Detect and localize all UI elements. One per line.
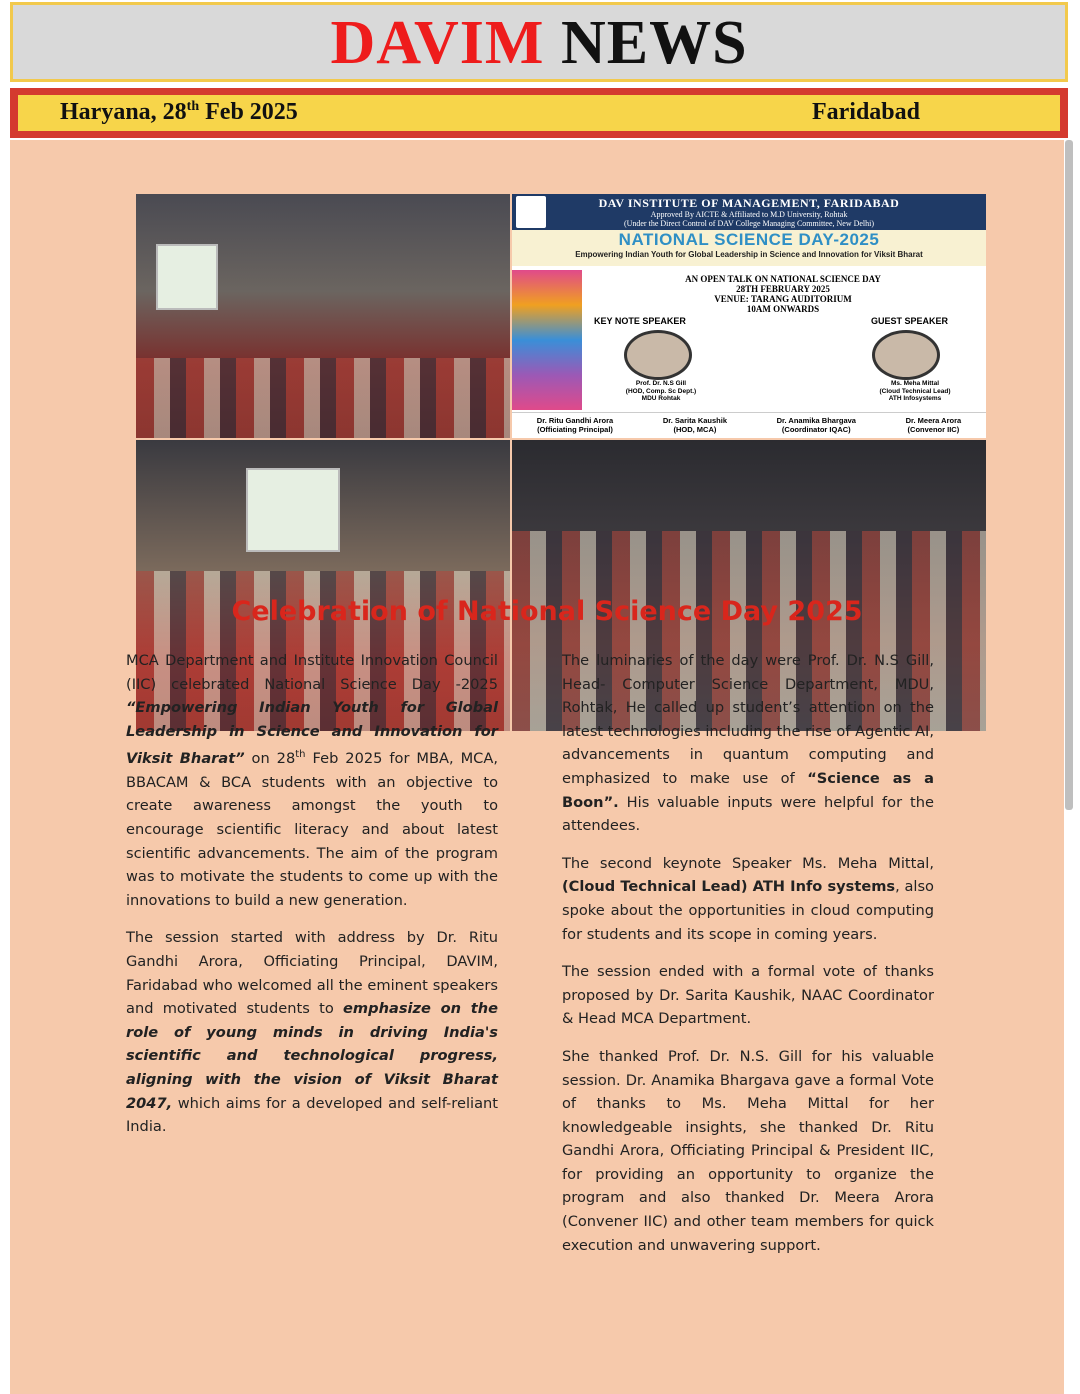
event-poster: [512, 194, 986, 438]
poster-talk-line4: 10AM ONWARDS: [746, 304, 820, 314]
poster-event-title: NATIONAL SCIENCE DAY-2025: [618, 230, 880, 249]
institute-logo-icon: [516, 196, 546, 228]
keynote-credit: Prof. Dr. N.S Gill (HOD, Comp. Sc Dept.) MDU Rohtak: [625, 380, 697, 402]
paragraph: The luminaries of the day were Prof. Dr. N.S Gill, Head- Computer Science Department, MDU, Rohtak, He called up student’s attention on the latest technologies including the rise of Agentic AI, advancements in quantum computing and emphasized to make use of “Science as a Boon”. His valuable inputs were helpful for the attendees.: [562, 652, 934, 835]
poster-talk-line2: 28TH FEBRUARY 2025: [736, 284, 830, 294]
poster-talk-line3: VENUE: TARANG AUDITORIUM: [714, 294, 852, 304]
keynote-label: KEY NOTE SPEAKER: [594, 316, 686, 326]
paragraph: The second keynote Speaker Ms. Meha Mittal, (Cloud Technical Lead) ATH Info systems, also spoke about the opportunities in cloud computing for students and its scope in coming years.: [562, 854, 934, 943]
poster-footer: [512, 412, 986, 438]
paragraph: The session ended with a formal vote of thanks proposed by Dr. Sarita Kaushik, NAAC Coordinator & Head MCA Department.: [562, 963, 934, 1028]
title-news: NEWS: [560, 9, 748, 77]
paragraph: The session started with address by Dr. Ritu Gandhi Arora, Officiating Principal, DAVIM, Faridabad who welcomed all the eminent speakers and motivated students to emphasize on the role of young minds in driving India's scientific and technological progress, aligning with the vision of Viksit Bharat 2047, which aims for a developed and self-reliant India.: [126, 929, 498, 1136]
dateline-date: Haryana, 28th Feb 2025: [60, 99, 298, 125]
footer-person: Dr. Ritu Gandhi Arora (Officiating Principal): [536, 416, 614, 434]
dateline-bar: [10, 88, 1068, 138]
auditorium-photo: [136, 194, 510, 438]
poster-talk-line1: AN OPEN TALK ON NATIONAL SCIENCE DAY: [685, 274, 881, 284]
science-art-icon: [512, 270, 582, 410]
article-headline: Celebration of National Science Day 2025: [231, 596, 863, 627]
dateline-city: Faridabad: [811, 99, 920, 125]
article-column-left: [126, 649, 498, 1153]
title-davim: DAVIM: [330, 9, 545, 77]
guest-label: GUEST SPEAKER: [870, 316, 948, 326]
guest-avatar: [872, 330, 940, 380]
newspaper-title: [13, 5, 1065, 81]
keynote-avatar: [624, 330, 692, 380]
guest-credit: Ms. Meha Mittal (Cloud Technical Lead) ATH Infosystems: [879, 380, 951, 402]
poster-institute: DAV INSTITUTE OF MANAGEMENT, FARIDABAD: [598, 196, 900, 210]
footer-person: Dr. Anamika Bhargava (Coordinator IQAC): [776, 416, 856, 434]
paragraph: MCA Department and Institute Innovation Council (IIC) celebrated National Science Day -2025 “Empowering Indian Youth for Global Leadership in Science and Innovation for Viksit Bharat” on 28th Feb 2025 for MBA, MCA, BBACAM & BCA students with an objective to create awareness amongst the youth to encourage scientific literacy and about latest scientific advancements. The aim of the program was to motivate the students to come up with the innovations to build a new generation.: [126, 652, 498, 909]
poster-control: (Under the Direct Control of DAV College Managing Committee, New Delhi): [623, 219, 875, 228]
poster-tagline: Empowering Indian Youth for Global Leadership in Science and Innovation for Viksit Bharat: [575, 250, 923, 259]
masthead: [10, 2, 1068, 82]
poster-approval: Approved By AICTE & Affiliated to M.D University, Rohtak: [650, 210, 848, 219]
paragraph: She thanked Prof. Dr. N.S. Gill for his valuable session. Dr. Anamika Bhargava gave a formal Vote of thanks to Ms. Meha Mittal for her knowledgeable insights, she thanked Dr. Ritu Gandhi Arora, Officiating Principal & President IIC, for providing an opportunity to organize the program and also thanked Dr. Meera Arora (Convener IIC) and other team members for quick execution and unwavering support.: [562, 1047, 934, 1254]
footer-person: Dr. Meera Arora (Convenor IIC): [905, 416, 962, 434]
article-column-right: [562, 649, 934, 1271]
scrollbar[interactable]: [1065, 140, 1073, 810]
footer-person: Dr. Sarita Kaushik (HOD, MCA): [662, 416, 728, 434]
